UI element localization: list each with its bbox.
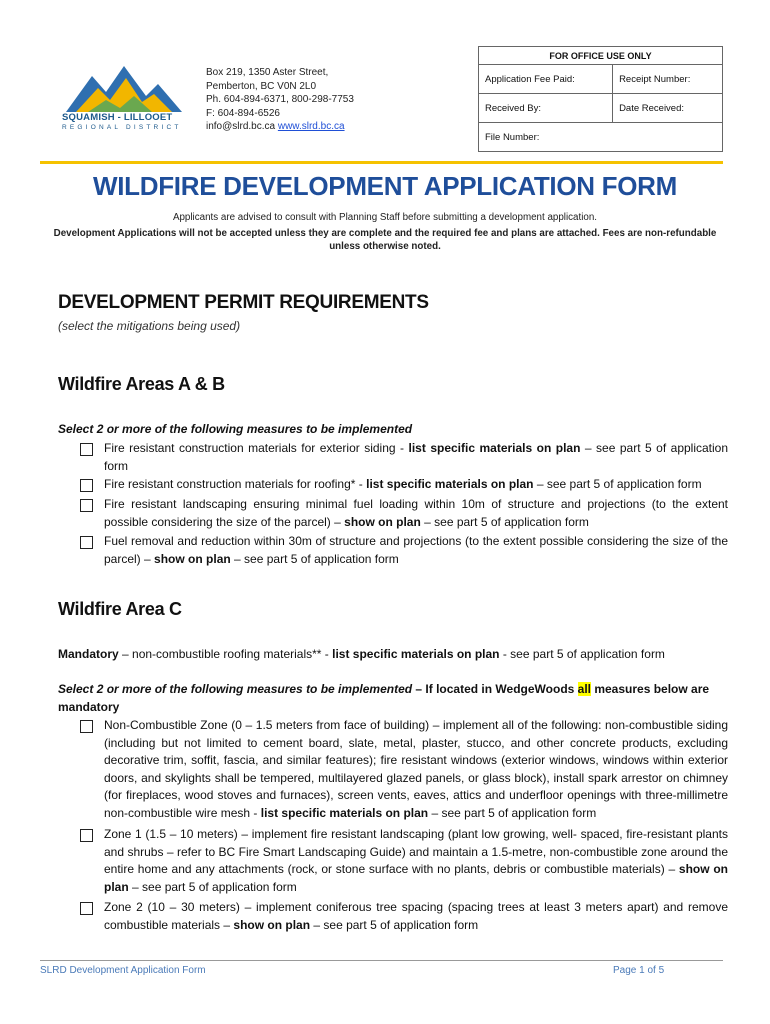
area-ab-instruction: Select 2 or more of the following measures to be implemented (58, 422, 413, 436)
email: info@slrd.bc.ca (206, 121, 276, 132)
list-item: Fuel removal and reduction within 30m of structure and projections (to the extent possible considering the size of the parcel) – show on plan – see part 5 of application form (80, 533, 728, 568)
address-block (206, 66, 354, 134)
list-item: Non-Combustible Zone (0 – 1.5 meters from face of building) – implement all of the following: non-combustible siding (including but not limited to cement board, slate, metal, plaster, stucco, and other concrete products, excluding decorative trim, soffit, fascia, and similar features); fire resistant windows (exterior windows, windows within exterior doors, and skylights shall be tempered, multilayered glazed panels, or glass block), install spark arrestor on chimney (for fireplaces, wood stoves and furnaces), screen vents, eaves, attics and underfloor openings with three-millimetre non-combustible wire mesh - list specific materials on plan – see part 5 of application form (80, 717, 728, 822)
list-item: Fire resistant construction materials for exterior siding - list specific materials on plan – see part 5 of application form (80, 440, 728, 475)
checkbox[interactable] (80, 902, 93, 915)
org-subtitle: REGIONAL DISTRICT (62, 124, 182, 131)
checkbox[interactable] (80, 536, 93, 549)
list-item: Zone 1 (1.5 – 10 meters) – implement fire resistant landscaping (plant low growing, well- spaced, fire-resistant plants and shrubs – refer to BC Fire Smart Landscaping Guide) and maintain a 1.5-metre, non-combustible zone around the entire home and any attachments (rock, or stone surface with no plants, debris or combustible materials) – show on plan – see part 5 of application form (80, 826, 728, 896)
address-line-2: Pemberton, BC V0N 2L0 (206, 80, 317, 92)
checkbox[interactable] (80, 479, 93, 492)
checkbox[interactable] (80, 499, 93, 512)
area-c-heading: Wildfire Area C (58, 599, 182, 619)
footer-form-name: SLRD Development Application Form (40, 965, 206, 976)
advice-note: Applicants are advised to consult with Planning Staff before submitting a development application. (172, 212, 598, 223)
org-name: SQUAMISH - LILLOOET (62, 112, 173, 123)
footer-divider (40, 960, 723, 961)
section-subheading: (select the mitigations being used) (58, 319, 241, 333)
page-number: Page 1 of 5 (613, 965, 665, 976)
area-c-mandatory: Mandatory – non-combustible roofing materials** - list specific materials on plan - see part 5 of application form (58, 647, 665, 661)
contact-line (206, 120, 354, 134)
office-use-table (478, 46, 723, 152)
checkbox[interactable] (80, 720, 93, 733)
receipt-number-field[interactable]: Receipt Number: (613, 65, 723, 94)
header-divider (40, 161, 723, 164)
fee-paid-field[interactable]: Application Fee Paid: (479, 65, 613, 94)
office-header: FOR OFFICE USE ONLY (479, 47, 723, 65)
list-item: Fire resistant landscaping ensuring minimal fuel loading within 10m of structure and projections (to the extent possible considering the size of the parcel) – show on plan – see part 5 of application form (80, 496, 728, 531)
date-received-field[interactable]: Date Received: (613, 94, 723, 123)
list-item: Fire resistant construction materials for roofing* - list specific materials on plan – see part 5 of application form (80, 476, 728, 494)
slrd-logo (62, 62, 186, 134)
file-number-field[interactable]: File Number: (479, 123, 723, 152)
checkbox[interactable] (80, 829, 93, 842)
highlight-all: all (577, 682, 591, 696)
form-title: WILDFIRE DEVELOPMENT APPLICATION FORM (93, 171, 677, 201)
area-c-instruction: Select 2 or more of the following measures to be implemented – If located in WedgeWoods all measures below are mandatory (58, 682, 710, 714)
phone: Ph. 604-894-6371, 800-298-7753 (206, 94, 354, 105)
mountain-logo-icon (62, 62, 186, 114)
checkbox[interactable] (80, 443, 93, 456)
website-link[interactable]: www.slrd.bc.ca (277, 121, 345, 132)
warning-note: Development Applications will not be accepted unless they are complete and the required fee and plans are attached. Fees are non-refundable unless otherwise noted. (53, 228, 717, 252)
fax: F: 604-894-6526 (206, 107, 280, 119)
section-heading: DEVELOPMENT PERMIT REQUIREMENTS (58, 292, 429, 313)
received-by-field[interactable]: Received By: (479, 94, 613, 123)
address-line-1: Box 219, 1350 Aster Street, (206, 67, 329, 78)
list-item: Zone 2 (10 – 30 meters) – implement coniferous tree spacing (spacing trees at least 3 meters apart) and remove combustible materials – show on plan – see part 5 of application form (80, 899, 728, 934)
area-ab-heading: Wildfire Areas A & B (58, 374, 225, 394)
